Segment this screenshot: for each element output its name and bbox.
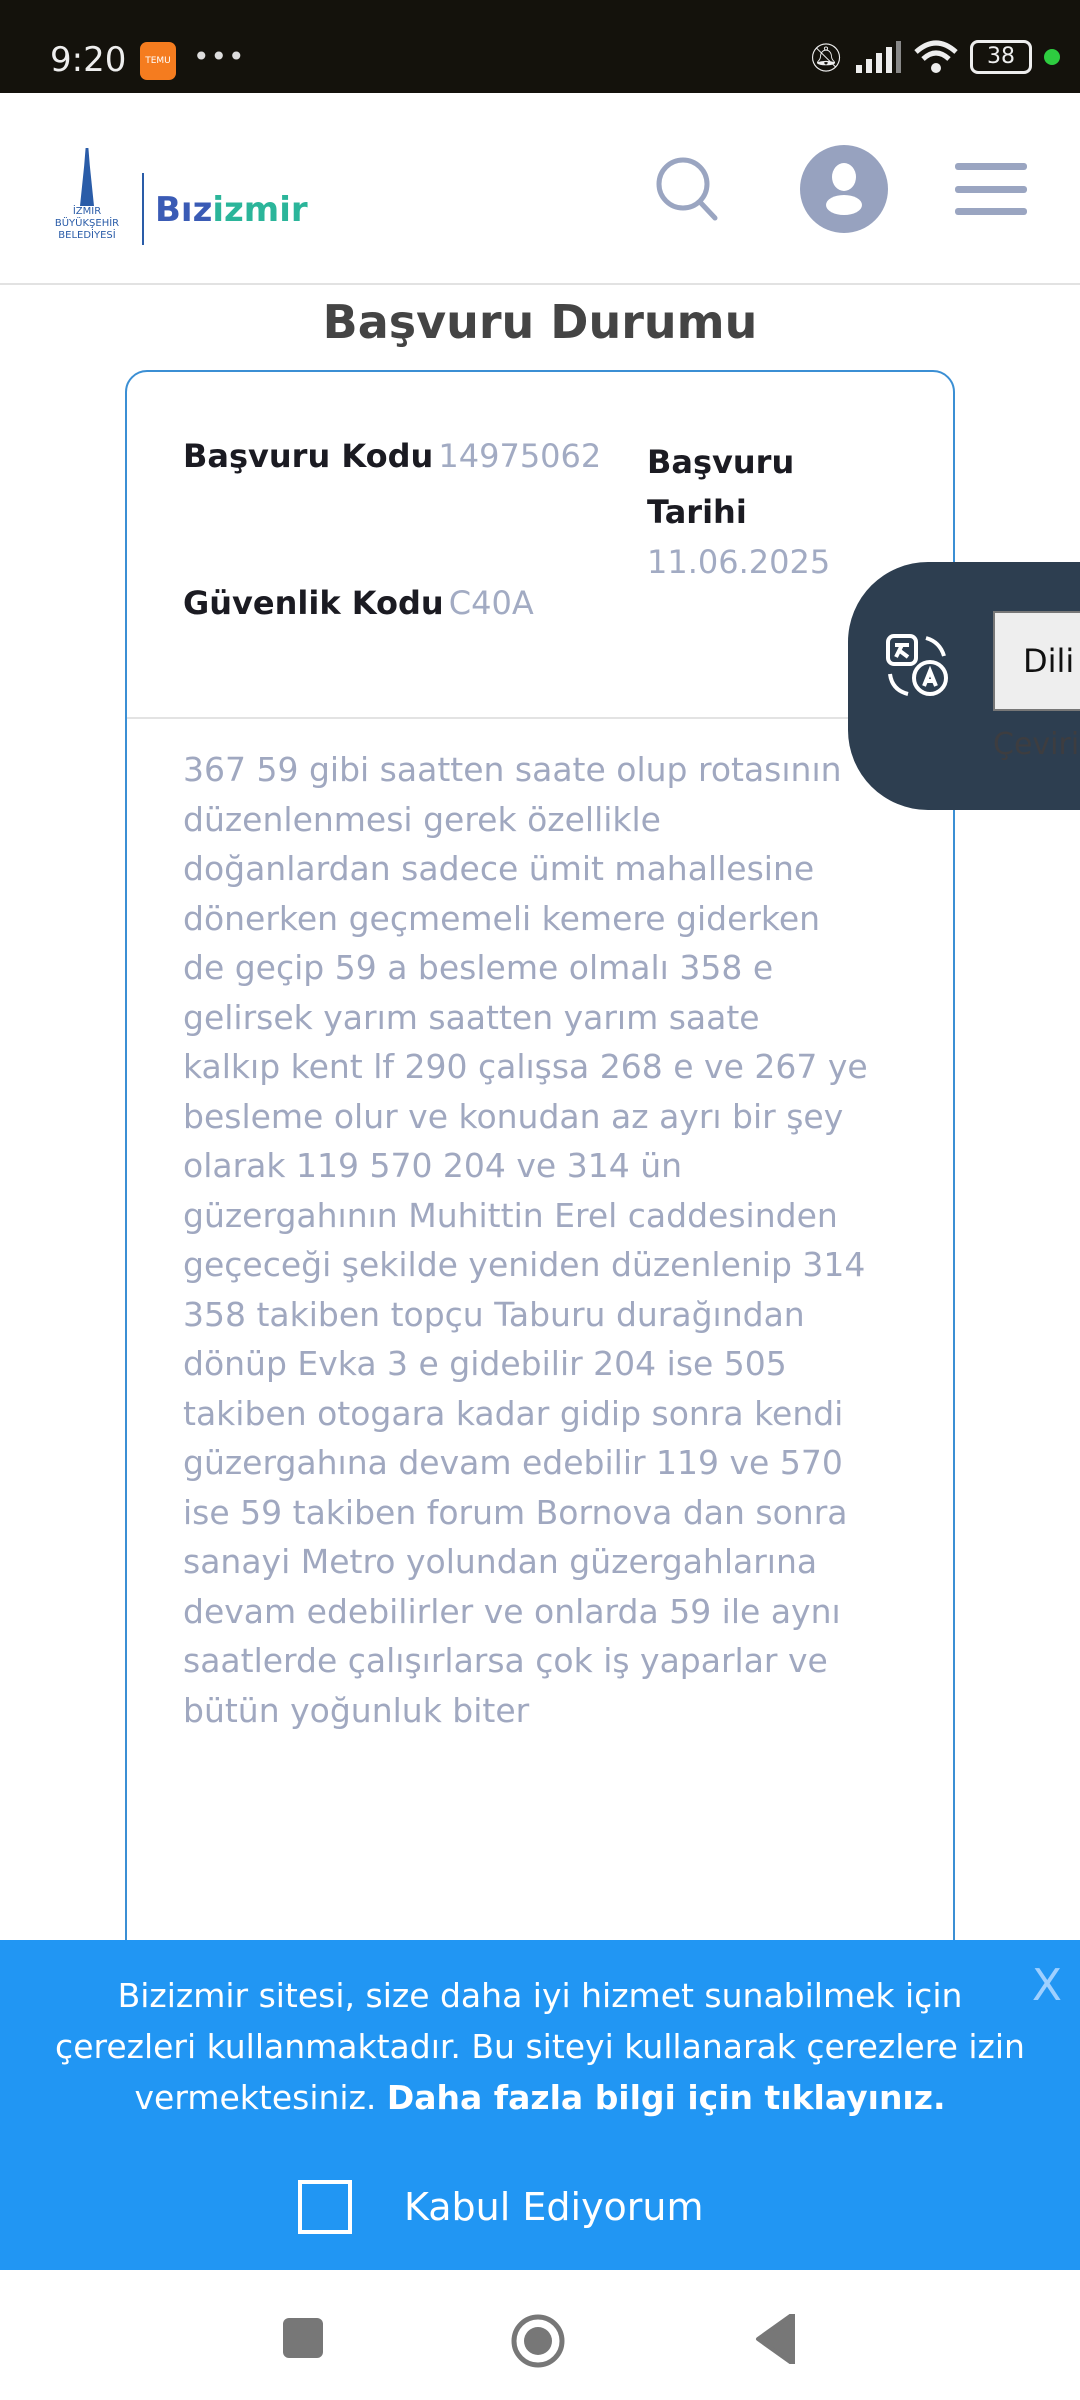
temu-notification-icon: TEMU (140, 42, 176, 80)
text-line: besleme olur ve konudan az ayrı bir şey (183, 1096, 844, 1136)
text-line: güzergahının Muhittin Erel caddesinden (183, 1195, 838, 1235)
application-card (125, 370, 955, 2070)
text-line: dönerken geçmemeli kemere giderken (183, 898, 821, 938)
divider (127, 717, 953, 719)
text-line: olarak 119 570 204 ve 314 ün (183, 1146, 683, 1185)
security-code (183, 584, 534, 622)
search-button[interactable] (655, 93, 721, 285)
user-button[interactable] (800, 93, 888, 285)
application-code (183, 437, 601, 475)
ibb-logo-text: İZMİR BÜYÜKŞEHİR BELEDİYESİ (54, 206, 120, 241)
text-line: kalkıp kent lf 290 çalışsa 268 e ve 267 ye (183, 1047, 868, 1086)
cookie-text: Bizizmir sitesi, size daha iyi hizmet sunabilmek için çerezleri kullanmaktadır. Bu siteyi kullanarak çerezlere izin vermektesiniz. (55, 1976, 1025, 2117)
wifi-icon (914, 40, 958, 74)
search-icon (655, 156, 721, 222)
application-text (183, 745, 868, 1735)
text-line: geçeceği şekilde yeniden düzenlenip 314 (183, 1245, 866, 1284)
back-button[interactable] (755, 2314, 795, 2364)
code-value: 14975062 (438, 437, 602, 475)
text-line: takiben otogara kadar gidip sonra kendi (183, 1393, 844, 1433)
recents-button[interactable] (283, 2318, 323, 2358)
translate-widget (848, 562, 1080, 810)
privacy-dot (1044, 49, 1060, 65)
text-line: 367 59 gibi saatten saate olup rotasının (183, 750, 842, 789)
accept-checkbox[interactable] (298, 2180, 352, 2234)
text-line: ise 59 takiben forum Bornova dan sonra (183, 1492, 848, 1532)
signal-icon (856, 41, 902, 73)
text-line: güzergahına devam edebilir 119 ve 570 (183, 1443, 843, 1482)
user-icon (800, 145, 888, 233)
accept-label[interactable]: Kabul Ediyorum (404, 2185, 704, 2229)
security-label: Güvenlik Kodu (183, 584, 444, 622)
close-icon[interactable]: X (1031, 1960, 1062, 2011)
brand-part-a: Bız (155, 190, 213, 230)
cookie-message (50, 1970, 1030, 2123)
status-bar (0, 0, 1080, 93)
text-line: dönüp Evka 3 e gidebilir 204 ise 505 (183, 1344, 787, 1383)
page-title: Başvuru Durumu (322, 295, 758, 349)
battery-indicator: 38 (970, 40, 1032, 74)
text-line: devam edebilirler ve onlarda 59 ile aynı (183, 1591, 841, 1631)
text-line: düzenlenmesi gerek özellikle (183, 799, 661, 839)
site-header (0, 93, 1080, 285)
clock-tower-icon (80, 148, 94, 206)
brand-part-b: izmir (212, 190, 308, 230)
navigation-bar (0, 2270, 1080, 2400)
application-date (647, 437, 847, 587)
menu-button[interactable] (955, 93, 1027, 285)
text-line: 358 takiben topçu Taburu durağından (183, 1294, 805, 1334)
text-line: bütün yoğunluk biter (183, 1690, 530, 1730)
mute-icon: 🔕︎ (808, 40, 844, 74)
logo-separator (142, 173, 144, 245)
text-line: doğanlardan sadece ümit mahallesine (183, 849, 815, 888)
home-button[interactable] (510, 2313, 566, 2369)
accept-cookies[interactable] (298, 2180, 704, 2234)
date-value: 11.06.2025 (647, 543, 831, 581)
text-line: de geçip 59 a besleme olmalı 358 e (183, 948, 774, 987)
cookie-more-info-link[interactable]: Daha fazla bilgi için tıklayınız. (386, 2078, 946, 2117)
text-line: saatlerde çalışırlarsa çok iş yaparlar ve (183, 1641, 828, 1680)
translate-icon (886, 634, 950, 698)
code-label: Başvuru Kodu (183, 437, 434, 475)
security-value: C40A (448, 584, 534, 622)
translate-label: Çeviri (993, 727, 1080, 762)
language-button[interactable]: Dili (993, 611, 1080, 711)
date-label: Başvuru Tarihi (647, 443, 795, 531)
text-line: sanayi Metro yolundan güzergahlarına (183, 1542, 818, 1581)
cookie-banner (0, 1940, 1080, 2270)
menu-icon (955, 161, 1027, 217)
more-notifications-icon: ••• (193, 40, 246, 73)
text-line: gelirsek yarım saatten yarım saate (183, 997, 760, 1037)
bizizmir-logo[interactable] (52, 148, 312, 241)
brand-name (155, 190, 308, 230)
clock: 9:20 (50, 40, 127, 80)
